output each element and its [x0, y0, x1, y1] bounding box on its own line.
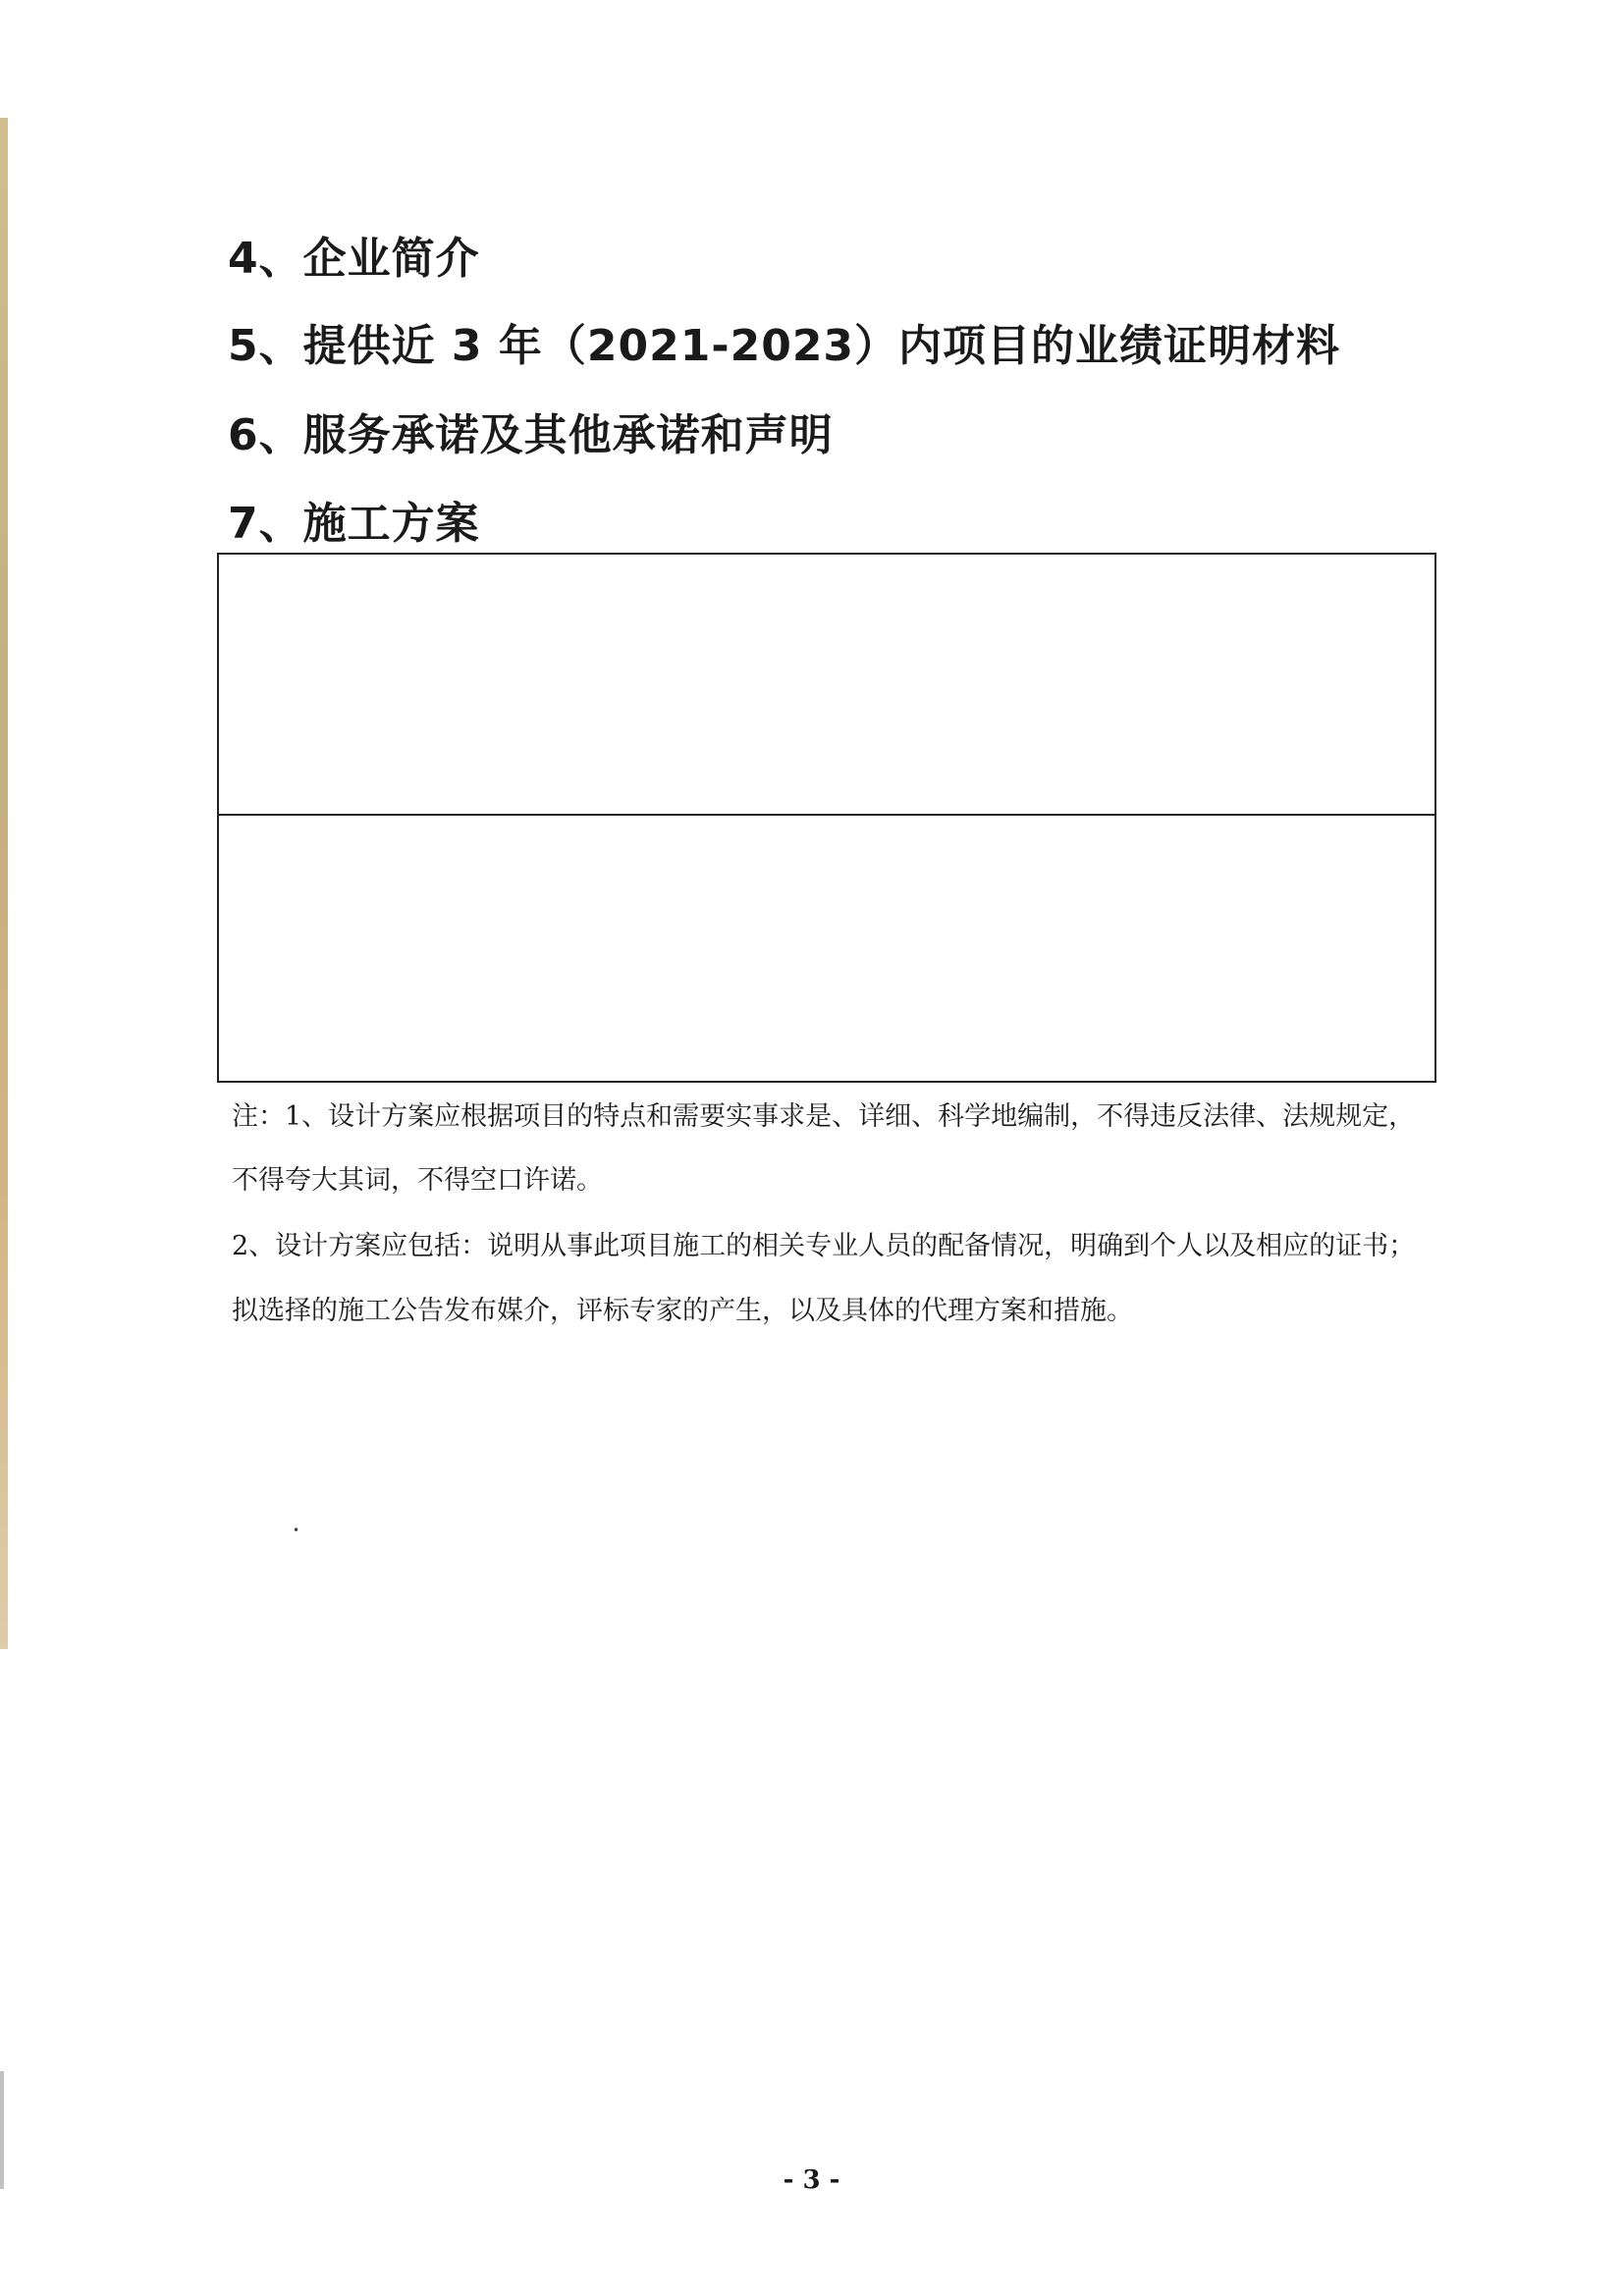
note-line-3: 2、设计方案应包括：说明从事此项目施工的相关专业人员的配备情况，明确到个人以及相应的证书；: [232, 1231, 1416, 1261]
scan-speck: •: [293, 1523, 300, 1537]
scan-edge-stain: [0, 118, 8, 1649]
note-line-2: 不得夸大其词，不得空口许诺。: [232, 1165, 603, 1196]
note-line-1: 注：1、设计方案应根据项目的特点和需要实事求是、详细、科学地编制，不得违反法律、法规规定，: [232, 1101, 1416, 1132]
plan-table-row-top: [219, 555, 1434, 816]
plan-table-row-bottom: [219, 816, 1434, 1083]
section-heading-6: 6、服务承诺及其他承诺和声明: [228, 410, 834, 460]
note-line-4: 拟选择的施工公告发布媒介，评标专家的产生，以及具体的代理方案和措施。: [232, 1296, 1133, 1326]
construction-plan-table: [217, 553, 1436, 1083]
section-heading-7: 7、施工方案: [228, 499, 480, 549]
page-number: - 3 -: [783, 2165, 840, 2195]
section-heading-4: 4、企业简介: [228, 234, 480, 284]
section-heading-5: 5、提供近 3 年（2021-2023）内项目的业绩证明材料: [228, 321, 1341, 371]
